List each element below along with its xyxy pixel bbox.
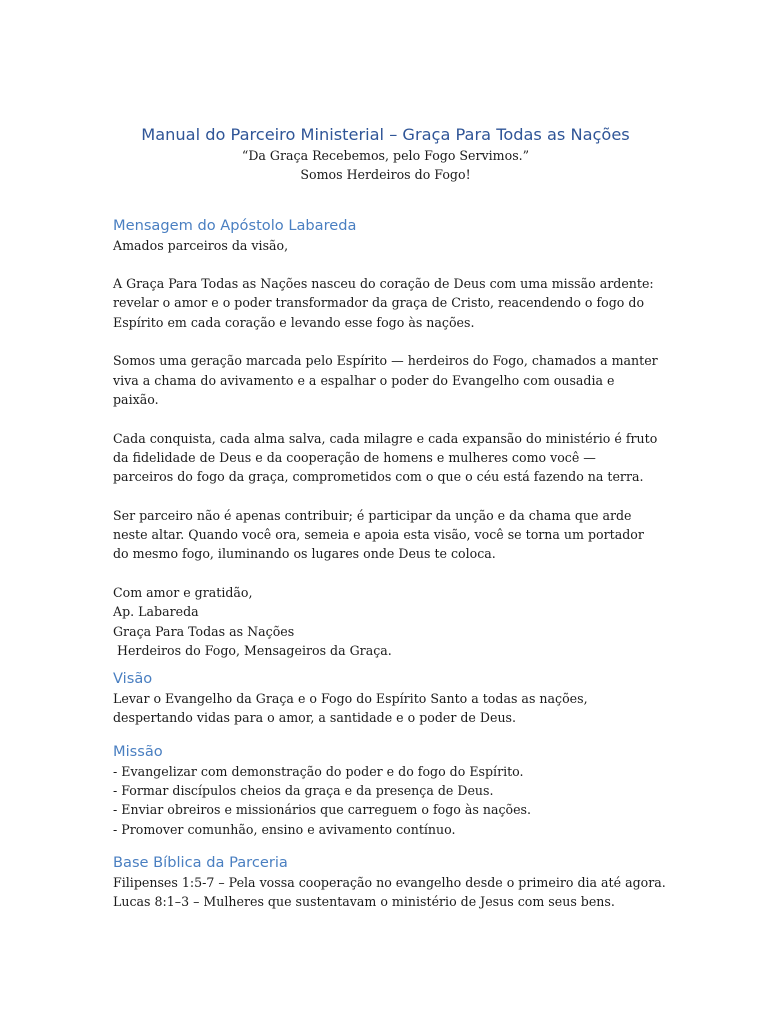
mission-item: - Evangelizar com demonstração do poder e do fogo do Espírito. <box>113 763 524 779</box>
biblical-reference: Lucas 8:1–3 – Mulheres que sustentavam o ministério de Jesus com seus bens. <box>113 894 615 910</box>
section-heading-mission: Missão <box>113 742 163 760</box>
signature-org: Graça Para Todas as Nações <box>113 623 295 639</box>
spacer <box>113 486 658 505</box>
message-closing: Com amor e gratidão, <box>113 584 253 600</box>
mission-item: - Enviar obreiros e missionários que carreguem o fogo às nações. <box>113 802 532 818</box>
spacer <box>113 409 658 428</box>
mission-item: - Promover comunhão, ensino e avivamento contínuo. <box>113 821 456 837</box>
message-paragraph-1: A Graça Para Todas as Nações nasceu do coração de Deus com uma missão ardente: revelar o amor e o poder transformador da graça de Cristo, reacendendo o fogo do Espírito em cada coração e levando esse fogo às nações. <box>113 276 654 330</box>
spacer <box>113 255 658 274</box>
document-body <box>113 124 666 912</box>
section-heading-biblical-basis: Base Bíblica da Parceria <box>113 853 288 871</box>
section-heading-message: Mensagem do Apóstolo Labareda <box>113 216 357 234</box>
motto-line-2: Somos Herdeiros do Fogo! <box>300 167 471 183</box>
message-paragraph-4: Ser parceiro não é apenas contribuir; é participar da unção e da chama que arde neste altar. Quando você ora, semeia e apoia esta visão, você se torna um portador do mesmo fogo, iluminando os lugares onde Deus te coloca. <box>113 507 644 562</box>
signature-tagline: Herdeiros do Fogo, Mensageiros da Graça. <box>117 642 392 658</box>
biblical-reference: Filipenses 1:5-7 – Pela vossa cooperação no evangelho desde o primeiro dia até agora. <box>113 874 666 890</box>
document-title: Manual do Parceiro Ministerial – Graça Para Todas as Nações <box>141 125 630 144</box>
mission-item: - Formar discípulos cheios da graça e da presença de Deus. <box>113 783 494 799</box>
spacer <box>113 332 658 351</box>
signature-name: Ap. Labareda <box>113 604 199 620</box>
vision-text: Levar o Evangelho da Graça e o Fogo do Espírito Santo a todas as nações, despertando vidas para o amor, a santidade e o poder de Deus. <box>113 691 588 726</box>
message-paragraph-2: Somos uma geração marcada pelo Espírito — herdeiros do Fogo, chamados a manter viva a chama do avivamento e a espalhar o poder do Evangelho com ousadia e paixão. <box>113 353 658 407</box>
message-paragraph-3: Cada conquista, cada alma salva, cada milagre e cada expansão do ministério é fruto da fidelidade de Deus e da cooperação de homens e mulheres como você — parceiros do fogo da graça, comprometidos com o que o céu está fazendo na terra. <box>113 430 658 485</box>
spacer <box>113 564 658 583</box>
message-greeting: Amados parceiros da visão, <box>113 237 289 253</box>
motto-line-1: “Da Graça Recebemos, pelo Fogo Servimos.” <box>241 148 530 163</box>
section-heading-vision: Visão <box>113 670 153 688</box>
